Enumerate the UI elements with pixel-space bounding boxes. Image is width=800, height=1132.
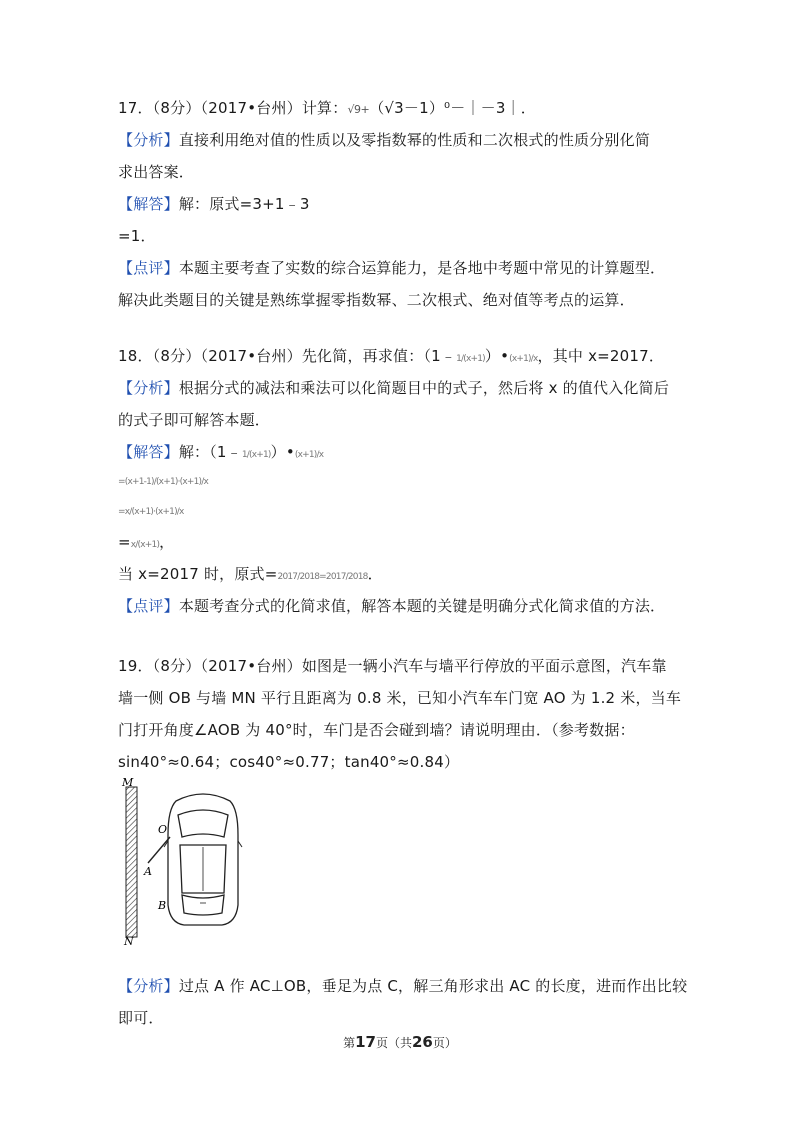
q18-tail: ，其中 x=2017． [537, 347, 665, 365]
label-o: O [158, 823, 168, 836]
analysis-tag: 【分析】 [118, 379, 179, 397]
label-a: A [144, 865, 152, 878]
answer-tag: 【解答】 [118, 195, 179, 213]
q18-comment-text: 本题考查分式的化简求值，解答本题的关键是明确分式化简求值的方法． [178, 597, 666, 615]
q18-answer-text: 解：（1﹣ [178, 443, 242, 461]
wall-mn [126, 787, 137, 937]
comment-tag: 【点评】 [118, 597, 179, 615]
q18-step-3 [118, 532, 174, 555]
total-pages: 26 [412, 1033, 433, 1051]
page-number: 17 [355, 1033, 376, 1051]
q17-analysis [118, 130, 650, 150]
q17-answer [118, 194, 310, 214]
footer-middle: 页（共 [375, 1036, 412, 1050]
q19-analysis [118, 976, 687, 996]
equals-sign: = [118, 533, 131, 551]
answer-tag: 【解答】 [118, 443, 179, 461]
q18-final-text: 当 x=2017 时，原式= [118, 565, 278, 583]
analysis-tag: 【分析】 [118, 977, 179, 995]
q18-analysis-text-2: 的式子即可解答本题． [118, 411, 271, 429]
q19-reference-data: sin40°≈0.64；cos40°≈0.77；tan40°≈0.84） [118, 753, 460, 771]
q18-answer-fraction-2: (x+1)/x [294, 450, 324, 460]
q18-answer [118, 442, 323, 465]
car-outline [164, 794, 242, 925]
page-footer [0, 1033, 800, 1051]
q18-fraction-2: (x+1)/x [509, 354, 538, 364]
q17-comment-text-2: 解决此类题目的关键是熟练掌握零指数幂、二次根式、绝对值等考点的运算． [118, 291, 635, 309]
q19-analysis-text-2: 即可． [118, 1009, 164, 1027]
period: ． [367, 565, 383, 583]
q18-step-3-fraction: x/(x+1) [130, 540, 160, 550]
label-b: B [158, 899, 167, 912]
door-ao [148, 837, 170, 863]
q19-question-line-1: 19．（8分）（2017•台州）如图是一辆小汽车与墙平行停放的平面示意图，汽车靠 [118, 657, 667, 675]
q17-answer-text: 解：原式=3+1﹣3 [178, 195, 310, 213]
q18-analysis-text: 根据分式的减法和乘法可以化简题目中的式子，然后将 x 的值代入化简后 [178, 379, 670, 397]
q19-question-line-2: 墙一侧 OB 与墙 MN 平行且距离为 0.8 米，已知小汽车车门宽 AO 为 1.2 米，当车 [118, 689, 682, 707]
q18-step-2: =x/(x+1)·(x+1)/x [118, 507, 184, 517]
q18-comment [118, 596, 665, 616]
q18-step-1: =(x+1-1)/(x+1)·(x+1)/x [118, 477, 209, 487]
label-n: N [124, 935, 134, 947]
q18-head: 18．（8分）（2017•台州）先化简，再求值：（1﹣ [118, 347, 457, 365]
q17-radical: √9+ [347, 103, 370, 116]
footer-prefix: 第 [343, 1036, 356, 1050]
q18-final-fraction: 2017/2018=2017/2018 [277, 572, 368, 582]
car-wall-figure [118, 775, 248, 947]
q17-head: 17．（8分）（2017•台州）计算： [118, 99, 348, 117]
q18-answer-fraction-1: 1/(x+1) [241, 450, 271, 460]
footer-suffix: 页） [432, 1036, 457, 1050]
analysis-tag: 【分析】 [118, 131, 179, 149]
q17-expression: （√3－1）⁰－｜－3｜． [369, 99, 536, 117]
q18-question [118, 346, 664, 369]
label-m: M [122, 776, 134, 789]
q18-final [118, 564, 383, 587]
q18-answer-dot: ）• [270, 443, 295, 461]
q18-dot: ）• [484, 347, 510, 365]
q17-analysis-text-2: 求出答案． [118, 163, 195, 181]
q19-question-line-3: 门打开角度∠AOB 为 40°时，车门是否会碰到墙？请说明理由．（参考数据： [118, 721, 635, 739]
q17-question [118, 98, 536, 120]
q18-fraction-1: 1/(x+1) [456, 354, 485, 364]
q18-analysis [118, 378, 669, 398]
q17-comment-text: 本题主要考查了实数的综合运算能力，是各地中考题中常见的计算题型． [178, 259, 666, 277]
q17-analysis-text: 直接利用绝对值的性质以及零指数幂的性质和二次根式的性质分别化简 [178, 131, 651, 149]
comma: ， [159, 533, 175, 551]
q17-answer-result: =1． [118, 227, 156, 245]
q19-analysis-text: 过点 A 作 AC⊥OB，垂足为点 C，解三角形求出 AC 的长度，进而作出比较 [178, 977, 688, 995]
q17-comment [118, 258, 665, 278]
comment-tag: 【点评】 [118, 259, 179, 277]
